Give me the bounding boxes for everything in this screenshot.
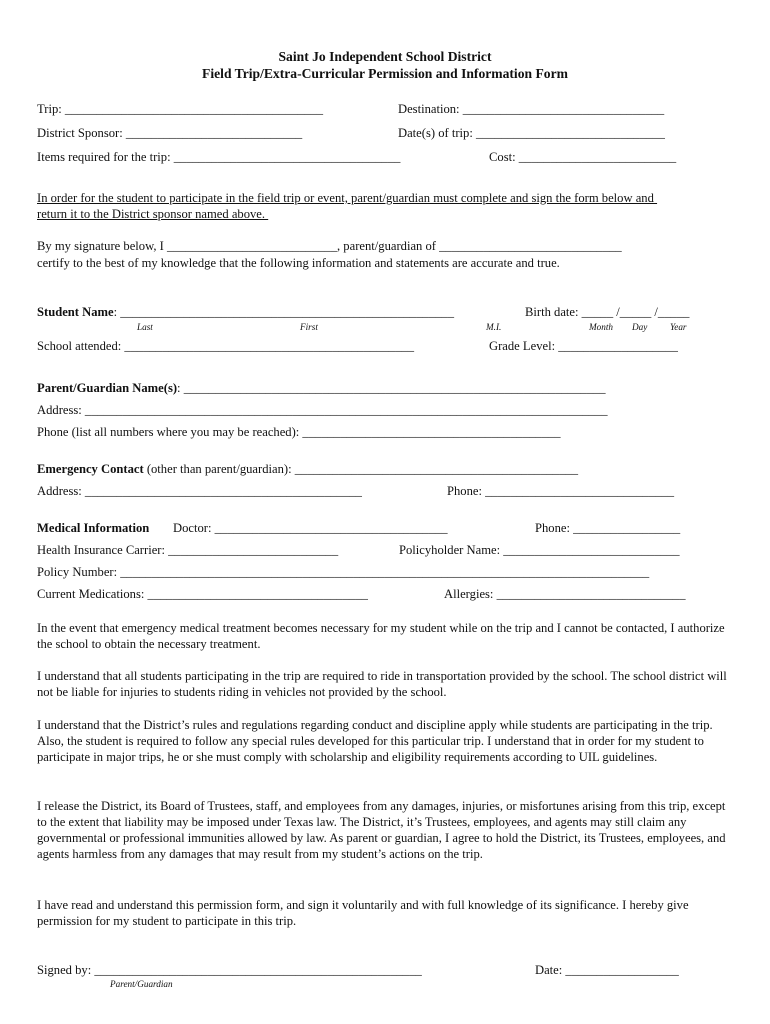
statement-conduct xyxy=(37,717,737,765)
sublabel-first: First xyxy=(300,322,318,332)
parent-address-field[interactable]: Address: ___________________________________________________________________________________ xyxy=(37,403,608,417)
parent-name-line: : ___________________________________________________________________ xyxy=(177,381,606,395)
sublabel-parent-guardian: Parent/Guardian xyxy=(110,979,173,989)
trip-dates-field[interactable]: Date(s) of trip: ______________________________ xyxy=(398,126,665,140)
policyholder-name-field[interactable]: Policyholder Name: ____________________________ xyxy=(399,543,680,557)
statement-text: I have read and understand this permission form, and sign it voluntarily and with full knowledge of its significance. I hereby give permission for my student to participate in this trip. xyxy=(37,898,689,928)
policy-number-field[interactable]: Policy Number: ____________________________________________________________________________________ xyxy=(37,565,650,579)
emergency-contact-field[interactable] xyxy=(37,462,578,477)
cost-field[interactable]: Cost: _________________________ xyxy=(489,150,677,164)
emergency-phone-field[interactable]: Phone: ______________________________ xyxy=(447,484,675,498)
emergency-contact-line: (other than parent/guardian): _____________________________________________ xyxy=(143,462,579,476)
doctor-phone-field[interactable]: Phone: _________________ xyxy=(535,521,681,535)
statement-text: I release the District, its Board of Trustees, staff, and employees from any damages, injuries, or misfortunes arising from this trip, except to the extent that liability may be imposed under Texas law. The District, it’s Trustees, employees, and agents may still claim any governmental or professional immunities allowed by law. As parent or guardian, I agree to hold the District, its Trustees, employees, and agents harmless from any damages that may result from my student’s actions on the trip. xyxy=(37,799,726,861)
district-sponsor-field[interactable]: District Sponsor: ____________________________ xyxy=(37,126,303,140)
intro-line-1: In order for the student to participate in the field trip or event, parent/guardian must complete and sign the form below and xyxy=(37,191,658,205)
doctor-field[interactable]: Doctor: _____________________________________ xyxy=(173,521,448,535)
parent-name-label: Parent/Guardian Name(s) xyxy=(37,381,178,395)
sublabel-mi: M.I. xyxy=(486,322,502,332)
statement-medical xyxy=(37,620,737,652)
statement-text: I understand that the District’s rules and regulations regarding conduct and discipline apply while students are participating in the trip. Also, the student is required to follow any special rules developed for this particular trip. I understand that in order for my student to participate in major trips, he or she must comply with scholarship and eligibility requirements according to UIL guidelines. xyxy=(37,718,713,764)
statement-transportation xyxy=(37,668,737,700)
medical-information-label: Medical Information xyxy=(37,521,150,535)
birth-date-field[interactable]: Birth date: _____ /_____ /_____ xyxy=(525,305,690,319)
trip-field[interactable]: Trip: _________________________________________ xyxy=(37,102,324,116)
sublabel-year: Year xyxy=(670,322,687,332)
statement-release xyxy=(37,798,737,862)
certification-statement: certify to the best of my knowledge that the following information and statements are accurate and true. xyxy=(37,256,560,270)
student-name-field[interactable] xyxy=(37,305,454,320)
insurance-carrier-field[interactable]: Health Insurance Carrier: ___________________________ xyxy=(37,543,339,557)
certification-line[interactable]: By my signature below, I ___________________________, parent/guardian of _____________________________ xyxy=(37,239,622,253)
form-title: Field Trip/Extra-Curricular Permission and Information Form xyxy=(202,66,568,81)
sublabel-day: Day xyxy=(632,322,648,332)
destination-field[interactable]: Destination: ________________________________ xyxy=(398,102,665,116)
signature-field[interactable]: Signed by: ____________________________________________________ xyxy=(37,963,422,977)
parent-name-field[interactable] xyxy=(37,381,606,396)
allergies-field[interactable]: Allergies: ______________________________ xyxy=(444,587,686,601)
statement-text: I understand that all students participating in the trip are required to ride in transportation provided by the school. The school district will not be liable for injuries to students riding in vehicles not provided by the school. xyxy=(37,669,727,699)
statement-text: In the event that emergency medical treatment becomes necessary for my student while on the trip and I cannot be contacted, I authorize the school to obtain the necessary treatment. xyxy=(37,621,725,651)
student-name-label: Student Name xyxy=(37,305,114,319)
intro-line-2: return it to the District sponsor named above. xyxy=(37,207,269,221)
sublabel-month: Month xyxy=(589,322,613,332)
student-name-line: : _____________________________________________________ xyxy=(113,305,455,319)
emergency-contact-label: Emergency Contact xyxy=(37,462,144,476)
signature-date-field[interactable]: Date: __________________ xyxy=(535,963,679,977)
grade-level-field[interactable]: Grade Level: ___________________ xyxy=(489,339,678,353)
sublabel-last: Last xyxy=(137,322,153,332)
district-title: Saint Jo Independent School District xyxy=(278,49,492,64)
parent-phone-field[interactable]: Phone (list all numbers where you may be reached): _________________________________________ xyxy=(37,425,561,439)
items-required-field[interactable]: Items required for the trip: ____________________________________ xyxy=(37,150,401,164)
emergency-address-field[interactable]: Address: ____________________________________________ xyxy=(37,484,362,498)
current-medications-field[interactable]: Current Medications: ___________________________________ xyxy=(37,587,368,601)
statement-acknowledgement xyxy=(37,897,737,929)
school-attended-field[interactable]: School attended: ______________________________________________ xyxy=(37,339,415,353)
